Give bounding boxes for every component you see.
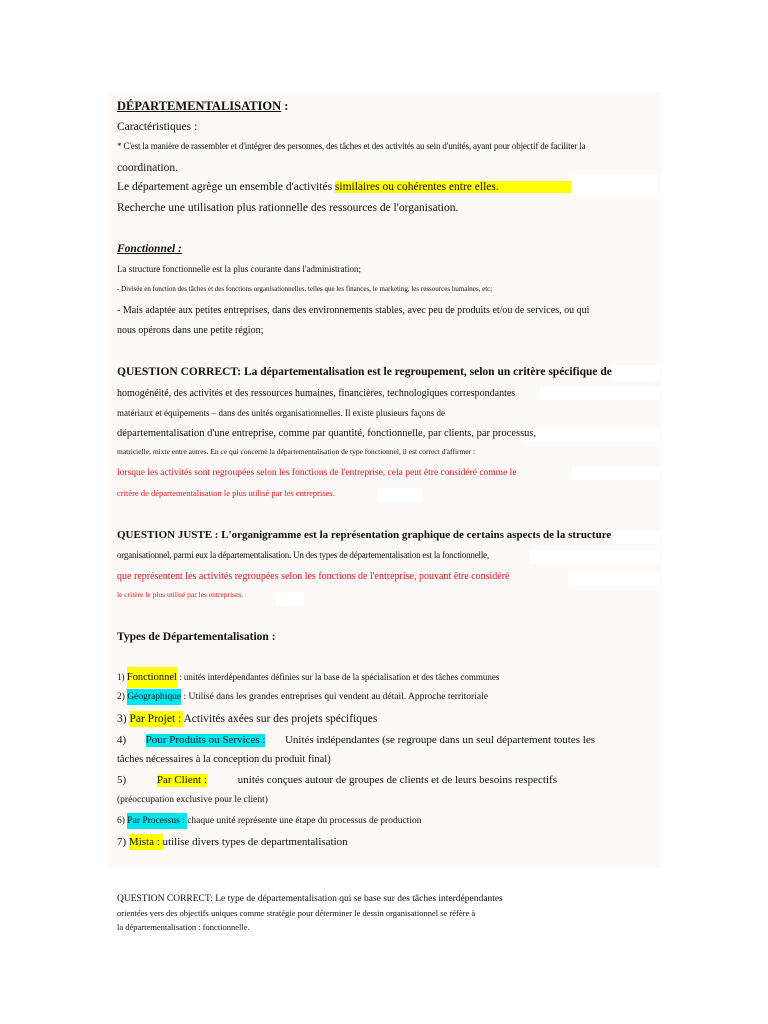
- type-item-label: Par Processus :: [127, 813, 187, 829]
- section-subtitle: Caractéristiques :: [117, 121, 198, 133]
- type-item-desc: chaque unité représente une étape du processus de production: [187, 816, 422, 826]
- background-stripe: [572, 466, 660, 480]
- type-item-desc: unités conçues autour de groupes de clients et de leurs besoins respectifs: [237, 774, 557, 786]
- question1-answer-1: lorsque les activités sont regroupées selon les fonctions de l'entreprise, cela peut être considéré comme le: [117, 468, 517, 478]
- type-item-number: 1): [117, 672, 127, 682]
- background-stripe: [612, 365, 660, 381]
- type-item-label: Par Client :: [156, 774, 208, 786]
- type-item-number: 3): [117, 713, 130, 725]
- type-item-par-client-cont: (préoccupation exclusive pour le client): [117, 795, 268, 805]
- aggregate-line: [117, 181, 571, 194]
- type-item-label: Géographique: [127, 689, 181, 705]
- question1-line-2: homogénéité, des activités et des ressources humaines, financières, technologiques correspondantes: [117, 388, 516, 399]
- section-title-text: DÉPARTEMENTALISATION: [117, 99, 282, 113]
- fonctionnel-title: Fonctionnel :: [117, 243, 182, 255]
- background-stripe: [540, 386, 660, 400]
- type-item-desc: Activités axées sur des projets spécifiques: [183, 713, 378, 725]
- type-item-desc: : Utilisé dans les grandes entreprises qui vendent au détail. Approche territoriale: [181, 692, 488, 702]
- background-stripe: [568, 174, 658, 196]
- type-item-mista: [117, 836, 348, 849]
- background-stripe: [530, 550, 660, 564]
- question1-line-3: matériaux et équipements – dans des unités organisationnelles. Il existe plusieurs façons de: [117, 408, 445, 418]
- question2-answer-2: le critère le plus utilisé par les entreprises.: [117, 590, 244, 599]
- type-item-desc: utilise divers types de departmentalisation: [162, 836, 348, 848]
- type-item-produits-services: [117, 734, 595, 747]
- section-title: [117, 99, 288, 113]
- question1-answer-2: critère de départementalisation le plus utilisé par les entreprises.: [117, 488, 335, 498]
- type-item-label: Par Projet :: [129, 713, 184, 725]
- type-item-fonctionnel: [117, 672, 499, 684]
- type-item-label: Fonctionnel: [127, 667, 177, 688]
- types-title: Types de Départementalisation :: [117, 631, 276, 643]
- type-item-par-processus: [117, 816, 421, 827]
- type-item-label: Mista :: [128, 836, 163, 848]
- type-item-desc: : unités interdépendantes définies sur la base de la spécialisation et des tâches communes: [176, 672, 500, 682]
- question2-answer-1: que représentent les activités regroupées selon les fonctions de l'entreprise, pouvant être considéré: [117, 571, 510, 582]
- aggregate-text: Le département agrège un ensemble d'activités: [117, 181, 335, 193]
- background-stripe: [610, 530, 660, 544]
- fonctionnel-line-3: - Mais adaptée aux petites entreprises, dans des environnements stables, avec peu de produits et/ou de services, ou qui: [117, 305, 590, 316]
- aggregate-highlight: similaires ou cohérentes entre elles.: [335, 181, 571, 193]
- fonctionnel-line-2: - Divisée en fonction des tâches et des fonctions organisationnelles, telles que les finances, le marketing, les ressources humaines, etc;: [117, 285, 493, 293]
- background-stripe: [522, 428, 660, 442]
- question3-line-3: la départementalisation : fonctionnelle.: [117, 922, 250, 932]
- type-item-desc: Unités indépendantes (se regroupe dans un seul département toutes les: [284, 734, 595, 746]
- question1-line-5: matricielle, mixte entre autres. En ce qui concerne la départementalisation de type fonctionnel, il est correct d'affirmer :: [117, 447, 476, 456]
- type-item-geographique: [117, 692, 488, 703]
- type-item-number: 7): [117, 836, 129, 848]
- question2-line-1: QUESTION JUSTE : L'organigramme est la représentation graphique de certains aspects de la structure: [117, 529, 612, 541]
- background-stripe: [568, 572, 660, 586]
- type-item-label: Pour Produits ou Services :: [145, 734, 266, 746]
- background-stripe: [378, 488, 422, 502]
- question3-line-1: QUESTION CORRECT: Le type de départementalisation qui se base sur des tâches interdépendantes: [117, 894, 503, 904]
- type-item-produits-services-cont: tâches nécessaires à la conception du produit final): [117, 754, 331, 765]
- type-item-number: 6): [117, 816, 128, 826]
- section-title-colon: :: [284, 99, 289, 113]
- bullet-line-2: coordination.: [117, 162, 178, 174]
- type-item-par-client: [117, 774, 557, 787]
- background-stripe: [276, 592, 304, 606]
- fonctionnel-line-1: La structure fonctionnelle est la plus courante dans l'administration;: [117, 264, 362, 274]
- type-item-number: 4): [117, 734, 127, 746]
- question1-line-4: départementalisation d'une entreprise, comme par quantité, fonctionnelle, par clients, par processus,: [117, 428, 537, 439]
- bullet-line-1: * C'est la manière de rassembler et d'intégrer des personnes, des tâches et des activités au sein d'unités, ayant pour objectif de faciliter la: [117, 141, 586, 151]
- type-item-number: 5): [117, 774, 127, 786]
- type-item-number: 2): [117, 692, 128, 702]
- recherche-line: Recherche une utilisation plus rationnelle des ressources de l'organisation.: [117, 202, 459, 214]
- question3-line-2: orientées vers des objectifs uniques comme stratégie pour déterminer le dessin organisationnel se réfère à: [117, 908, 476, 918]
- fonctionnel-line-4: nous opérons dans une petite région;: [117, 325, 264, 336]
- question2-line-2: organisationnel, parmi eux la départementalisation. Un des types de départementalisation est la fonctionnelle,: [117, 550, 489, 560]
- type-item-par-projet: [117, 713, 377, 726]
- question1-line-1: QUESTION CORRECT: La départementalisation est le regroupement, selon un critère spécifique de: [117, 366, 612, 378]
